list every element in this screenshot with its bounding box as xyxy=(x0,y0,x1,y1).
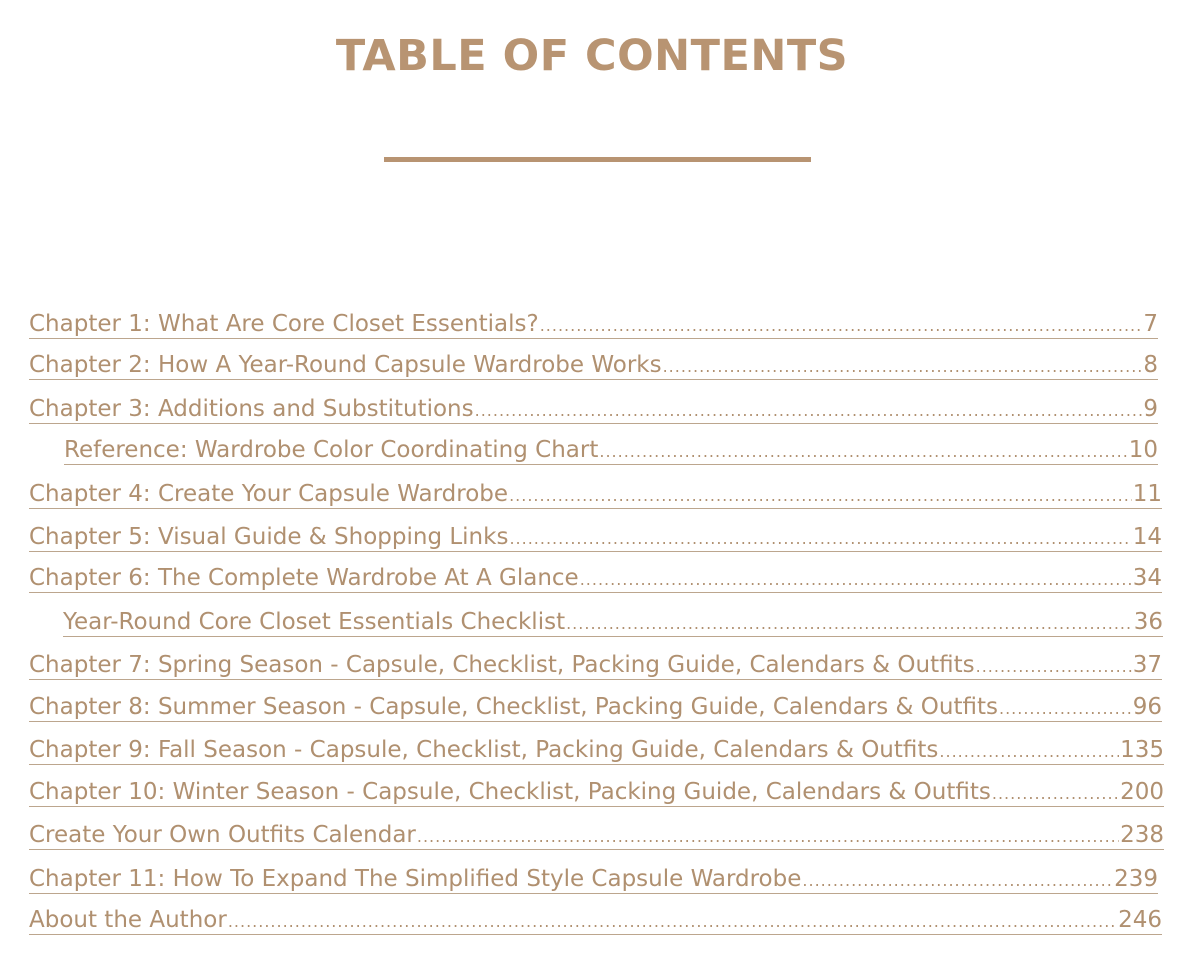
toc-entry-page-number: 246 xyxy=(1118,907,1162,933)
toc-entry-page-number: 96 xyxy=(1132,694,1162,720)
toc-entry-label: Chapter 5: Visual Guide & Shopping Links xyxy=(29,524,509,550)
toc-entry-label: Chapter 6: The Complete Wardrobe At A Glance xyxy=(29,565,579,591)
toc-entry-chapter-6[interactable] xyxy=(29,563,1162,593)
toc-entry-chapter-2[interactable] xyxy=(29,350,1158,380)
page-title: TABLE OF CONTENTS xyxy=(335,31,849,81)
dot-leader xyxy=(599,437,1127,465)
toc-entry-page-number: 239 xyxy=(1114,866,1158,892)
toc-entry-label: Chapter 9: Fall Season - Capsule, Checklist, Packing Guide, Calendars & Outfits xyxy=(29,737,939,763)
toc-entry-page-number: 10 xyxy=(1128,437,1158,463)
dot-leader xyxy=(540,311,1143,339)
toc-entry-label: Create Your Own Outfits Calendar xyxy=(29,822,416,848)
toc-entry-chapter-10[interactable] xyxy=(29,777,1164,807)
toc-entry-page-number: 37 xyxy=(1132,652,1162,678)
toc-entry-chapter-7[interactable] xyxy=(29,650,1162,680)
toc-entry-label: Chapter 1: What Are Core Closet Essentials? xyxy=(29,311,539,337)
toc-entry-page-number: 9 xyxy=(1143,396,1158,422)
toc-entry-chapter-5[interactable] xyxy=(29,522,1162,552)
toc-entry-essentials-checklist[interactable] xyxy=(63,607,1163,637)
toc-entry-page-number: 135 xyxy=(1120,737,1164,763)
toc-entry-label: Chapter 4: Create Your Capsule Wardrobe xyxy=(29,481,509,507)
dot-leader xyxy=(509,481,1132,509)
toc-entry-reference-color-chart[interactable] xyxy=(64,435,1158,465)
toc-entry-label: Year-Round Core Closet Essentials Checklist xyxy=(63,609,566,635)
toc-entry-outfits-calendar[interactable] xyxy=(29,820,1164,850)
dot-leader xyxy=(999,694,1132,722)
toc-entry-chapter-3[interactable] xyxy=(29,394,1158,424)
toc-entry-page-number: 238 xyxy=(1120,822,1164,848)
toc-entry-page-number: 36 xyxy=(1133,609,1163,635)
dot-leader xyxy=(976,652,1132,680)
dot-leader xyxy=(992,779,1119,807)
toc-entry-label: Reference: Wardrobe Color Coordinating Chart xyxy=(64,437,599,463)
toc-entry-about-the-author[interactable] xyxy=(29,905,1162,935)
toc-entry-chapter-9[interactable] xyxy=(29,735,1164,765)
toc-entry-label: Chapter 3: Additions and Substitutions xyxy=(29,396,474,422)
dot-leader xyxy=(566,609,1133,637)
toc-entry-chapter-1[interactable] xyxy=(29,309,1158,339)
toc-entry-label: Chapter 10: Winter Season - Capsule, Checklist, Packing Guide, Calendars & Outfits xyxy=(29,779,991,805)
dot-leader xyxy=(580,565,1132,593)
toc-entry-page-number: 34 xyxy=(1132,565,1162,591)
dot-leader xyxy=(939,737,1119,765)
toc-entry-label: Chapter 11: How To Expand The Simplified Style Capsule Wardrobe xyxy=(29,866,802,892)
toc-entry-chapter-11[interactable] xyxy=(29,864,1158,894)
dot-leader xyxy=(509,524,1131,552)
dot-leader xyxy=(475,396,1143,424)
toc-entry-page-number: 200 xyxy=(1120,779,1164,805)
dot-leader xyxy=(228,907,1117,935)
toc-entry-page-number: 11 xyxy=(1132,481,1162,507)
toc-entry-label: Chapter 8: Summer Season - Capsule, Checklist, Packing Guide, Calendars & Outfits xyxy=(29,694,998,720)
toc-entry-page-number: 7 xyxy=(1143,311,1158,337)
toc-entry-label: About the Author xyxy=(29,907,227,933)
dot-leader xyxy=(417,822,1119,850)
toc-entry-label: Chapter 7: Spring Season - Capsule, Checklist, Packing Guide, Calendars & Outfits xyxy=(29,652,975,678)
dot-leader xyxy=(802,866,1113,894)
toc-entry-page-number: 8 xyxy=(1143,352,1158,378)
dot-leader xyxy=(663,352,1143,380)
toc-entry-chapter-4[interactable] xyxy=(29,479,1162,509)
toc-entry-chapter-8[interactable] xyxy=(29,692,1162,722)
toc-entry-page-number: 14 xyxy=(1132,524,1162,550)
toc-entry-label: Chapter 2: How A Year-Round Capsule Wardrobe Works xyxy=(29,352,662,378)
